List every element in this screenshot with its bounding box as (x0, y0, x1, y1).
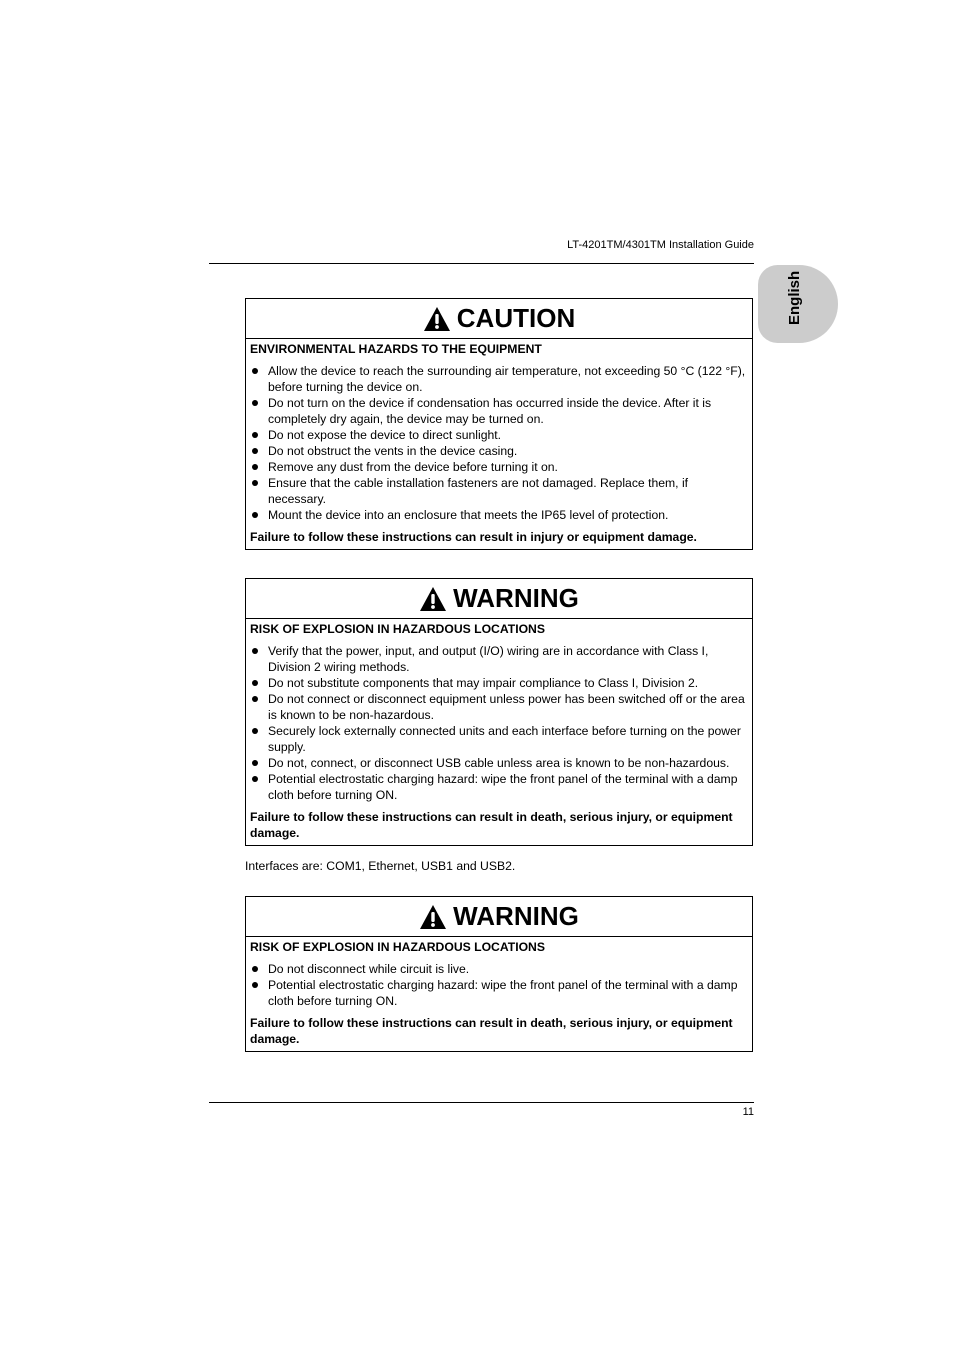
hazard-title: ENVIRONMENTAL HAZARDS TO THE EQUIPMENT (250, 342, 542, 356)
consequence-text: Failure to follow these instructions can result in injury or equipment damage. (250, 530, 697, 544)
warning-triangle-icon (419, 904, 447, 930)
page-number: 11 (742, 1106, 754, 1118)
list-item: Securely lock externally connected units and each interface before turning on the power supply. (250, 723, 748, 755)
instruction-list (250, 363, 748, 523)
list-item: Do not disconnect while circuit is live. (250, 961, 748, 977)
list-item: Ensure that the cable installation fasteners are not damaged. Replace them, if necessary. (250, 475, 748, 507)
list-item: Allow the device to reach the surrounding air temperature, not exceeding 50 °C (122 °F), before turning the device on. (250, 363, 748, 395)
document-title: LT-4201TM/4301TM Installation Guide (567, 239, 754, 251)
list-item: Do not substitute components that may impair compliance to Class I, Division 2. (250, 675, 748, 691)
hazard-title: RISK OF EXPLOSION IN HAZARDOUS LOCATIONS (250, 622, 545, 636)
header-rule (209, 263, 754, 264)
interfaces-note: Interfaces are: COM1, Ethernet, USB1 and USB2. (245, 859, 516, 873)
list-item: Do not connect or disconnect equipment unless power has been switched off or the area is known to be non-hazardous. (250, 691, 748, 723)
warning-triangle-icon (423, 306, 451, 332)
warning-box (245, 578, 753, 846)
warning-triangle-icon (419, 586, 447, 612)
list-item: Remove any dust from the device before turning it on. (250, 459, 748, 475)
list-item: Do not obstruct the vents in the device casing. (250, 443, 748, 459)
list-item: Potential electrostatic charging hazard: wipe the front panel of the terminal with a damp cloth before turning ON. (250, 771, 748, 803)
warning-header (246, 579, 752, 619)
hazard-title: RISK OF EXPLOSION IN HAZARDOUS LOCATIONS (250, 940, 545, 954)
list-item: Do not, connect, or disconnect USB cable unless area is known to be non-hazardous. (250, 755, 748, 771)
caution-header (246, 299, 752, 339)
warning-box (245, 896, 753, 1052)
consequence-text: Failure to follow these instructions can result in death, serious injury, or equipment damage. (250, 1016, 733, 1046)
caution-box (245, 298, 753, 550)
signal-word: WARNING (453, 901, 579, 931)
list-item: Do not turn on the device if condensation has occurred inside the device. After it is completely dry again, the device may be turned on. (250, 395, 748, 427)
instruction-list (250, 961, 748, 1009)
language-tab-label: English (786, 270, 803, 325)
signal-word: CAUTION (456, 303, 576, 333)
list-item: Potential electrostatic charging hazard: wipe the front panel of the terminal with a damp cloth before turning ON. (250, 977, 748, 1009)
instruction-list (250, 643, 748, 803)
consequence-text: Failure to follow these instructions can result in death, serious injury, or equipment damage. (250, 810, 733, 840)
warning-header (246, 897, 752, 937)
list-item: Verify that the power, input, and output (I/O) wiring are in accordance with Class I, Division 2 wiring methods. (250, 643, 748, 675)
signal-word: WARNING (453, 583, 579, 613)
footer-rule (209, 1102, 754, 1103)
list-item: Do not expose the device to direct sunlight. (250, 427, 748, 443)
list-item: Mount the device into an enclosure that meets the IP65 level of protection. (250, 507, 748, 523)
language-tab (758, 265, 838, 343)
